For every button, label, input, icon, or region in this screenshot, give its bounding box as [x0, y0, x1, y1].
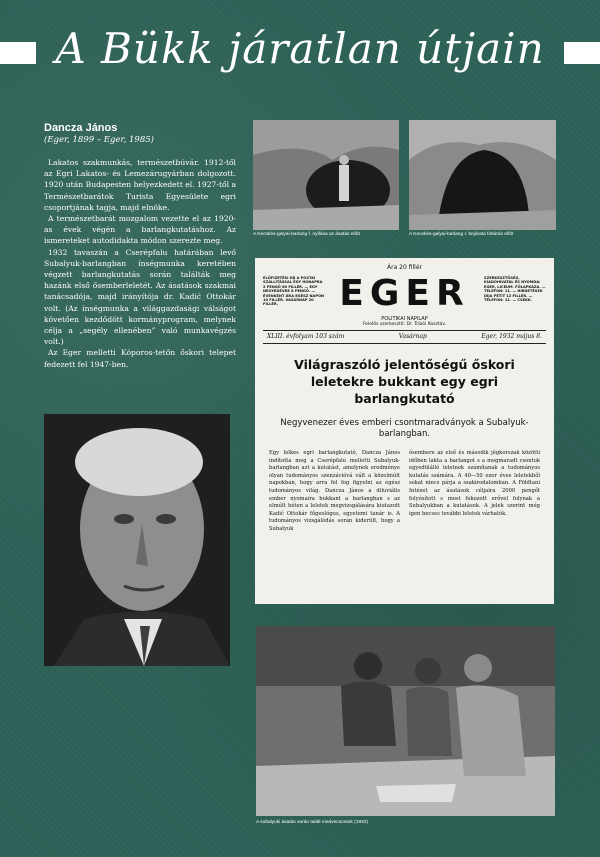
cave-illustration-1 — [253, 120, 399, 230]
newspaper-column-1: Egy lelkes egri barlangkutató, Dancza János indította meg a Cserépfalu melletti Subalyuk-barlangban azt a kutatást, amelynek eredménye olyan tudományos szenzációvá vált a közelmúlt napokban, hogy arra fel fog figyelni az egész tudományos világ. Dancza János a diluviális ember nyomaira bukkant a barlangban s az elmúlt héten a leletek megvizsgálására kiutazott Kadić Ottokár főgeológus, egyetemi tanár is. A tudományos vizsgálódás során kiderült, hogy a Subalyuk — [269, 450, 400, 532]
bio-text — [44, 157, 236, 370]
caption-excavation: A subalyuki ásatás során talált medvecsontok (1932) — [256, 820, 368, 825]
biography-block — [44, 122, 236, 370]
caption-cave2: A Kecskés-galyai-barlang I. bejárata feltárás előtt — [409, 232, 514, 237]
newspaper-columns — [269, 450, 540, 534]
newspaper-price: Ára 20 fillér — [387, 264, 422, 271]
newspaper-dateline — [267, 333, 542, 340]
bio-name: Dancza János — [44, 122, 118, 134]
excavation-photo — [256, 626, 555, 816]
newspaper-headline: Világraszóló jelentőségű őskori leletekre bukkant egy egri barlangkutató — [294, 357, 515, 406]
newspaper-day: Vasárnap — [398, 333, 427, 340]
bio-paragraph: Az Eger melletti Kóporos-tetőn őskori telepet fedezett fel 1947-ben. — [44, 348, 236, 369]
page-title: A Bükk járatlan útjain — [55, 24, 545, 73]
cave-illustration-2 — [409, 120, 556, 230]
cave-photo-2 — [409, 120, 556, 230]
newspaper-clipping — [255, 258, 554, 604]
newspaper-rule — [263, 330, 546, 331]
newspaper-subhead: Negyvenezer éves emberi csontmaradványok a Subalyuk-barlangban. — [280, 418, 529, 439]
newspaper-subscription-box: ELŐFIZETÉSI DÍJ A POSTAI SZÁLLÍTÁSSAL EGY HÓNAPRA 2 PENGŐ 80 FILLÉR. — EGY NEGYEDÉVRE 8 PENGŐ. — ÉVENKÉNT ÁRA EGÉSZ NAPON 10 FILLÉR. VASÁRNAP 20 FILLÉR. — [263, 276, 325, 307]
bio-dates: (Eger, 1899 – Eger, 1985) — [44, 135, 154, 145]
cave-photo-1 — [253, 120, 399, 230]
newspaper-editor: Felelős szerkesztő: Dr. Tribói Kosztáv. — [362, 322, 447, 327]
newspaper-subtitle: POLITIKAI NAPILAP — [381, 316, 428, 322]
newspaper-rule — [263, 343, 546, 344]
bio-paragraph: Lakatos szakmunkás, természetbúvár. 1912-től az Egri Lakatos- és Lemezárugyárban dolgozott. 1920 után Budapesten helyezkedett el. 1927-től a Természetbarátok Turista Egyesülete egri csoportjának tagja, majd elnöke. — [44, 158, 236, 212]
portrait-photo — [44, 414, 230, 666]
newspaper-column-2: ősembere az első és második jégkorszak közötti időben lakta a barlangot s a megmaradt csontok egyedülálló leletnek számítanak a tudományos kutatás számára. A 40—50 ezer éves leletekből sokat nincs párja a szakirodalomban. A Földtani Intézet az ásatások céljaira 2000 pengőt folyósított s most fokozott erővel folynak a Subalyukban a kutatások. A jelek szerint még igen becses további leletek várhatók. — [409, 450, 540, 517]
excavation-illustration — [256, 626, 555, 816]
portrait-illustration — [44, 414, 230, 666]
bio-paragraph: A természetbarát mozgalom vezette el az 1920-as évek végén a barlangkutatáshoz. Az ismereteket autodidakta módon szerezte meg. — [44, 214, 236, 246]
caption-cave1: A Kecskés-galyai-barlang f. nyílása az ásatás előtt — [253, 232, 360, 237]
newspaper-office-box: SZERKESZTŐSÉG, KIADÓHIVATAL ÉS NYOMDA: EGER, LICEUM. FŐLAPKÁZA. — TELEFON: 11. — HIRDETÉSEK DÍJA PETIT 12 FILLÉR. — TELEFON: 11. — CSEKK. — [484, 276, 546, 303]
bio-paragraph: 1932 tavaszán a Cserépfalu határában levő Subalyuk-barlangban ínségmunka keretében végzett barlangkutatás során találták meg hazánk első ősemberleletét. Az ásatások szakmai tanácsadója, majd irányítója dr. Kadić Ottokár volt. (Az ínségmunka a világgazdasági válságot követően kezdődött kormányprogram, melynek célja a „segély ellenében” való munkavégzés volt.) — [44, 247, 236, 347]
newspaper-date: Eger, 1932 május 8. — [481, 333, 542, 340]
newspaper-issue: XLIII. évfolyam 103 szám — [267, 333, 345, 340]
newspaper-masthead: EGER — [339, 273, 470, 314]
